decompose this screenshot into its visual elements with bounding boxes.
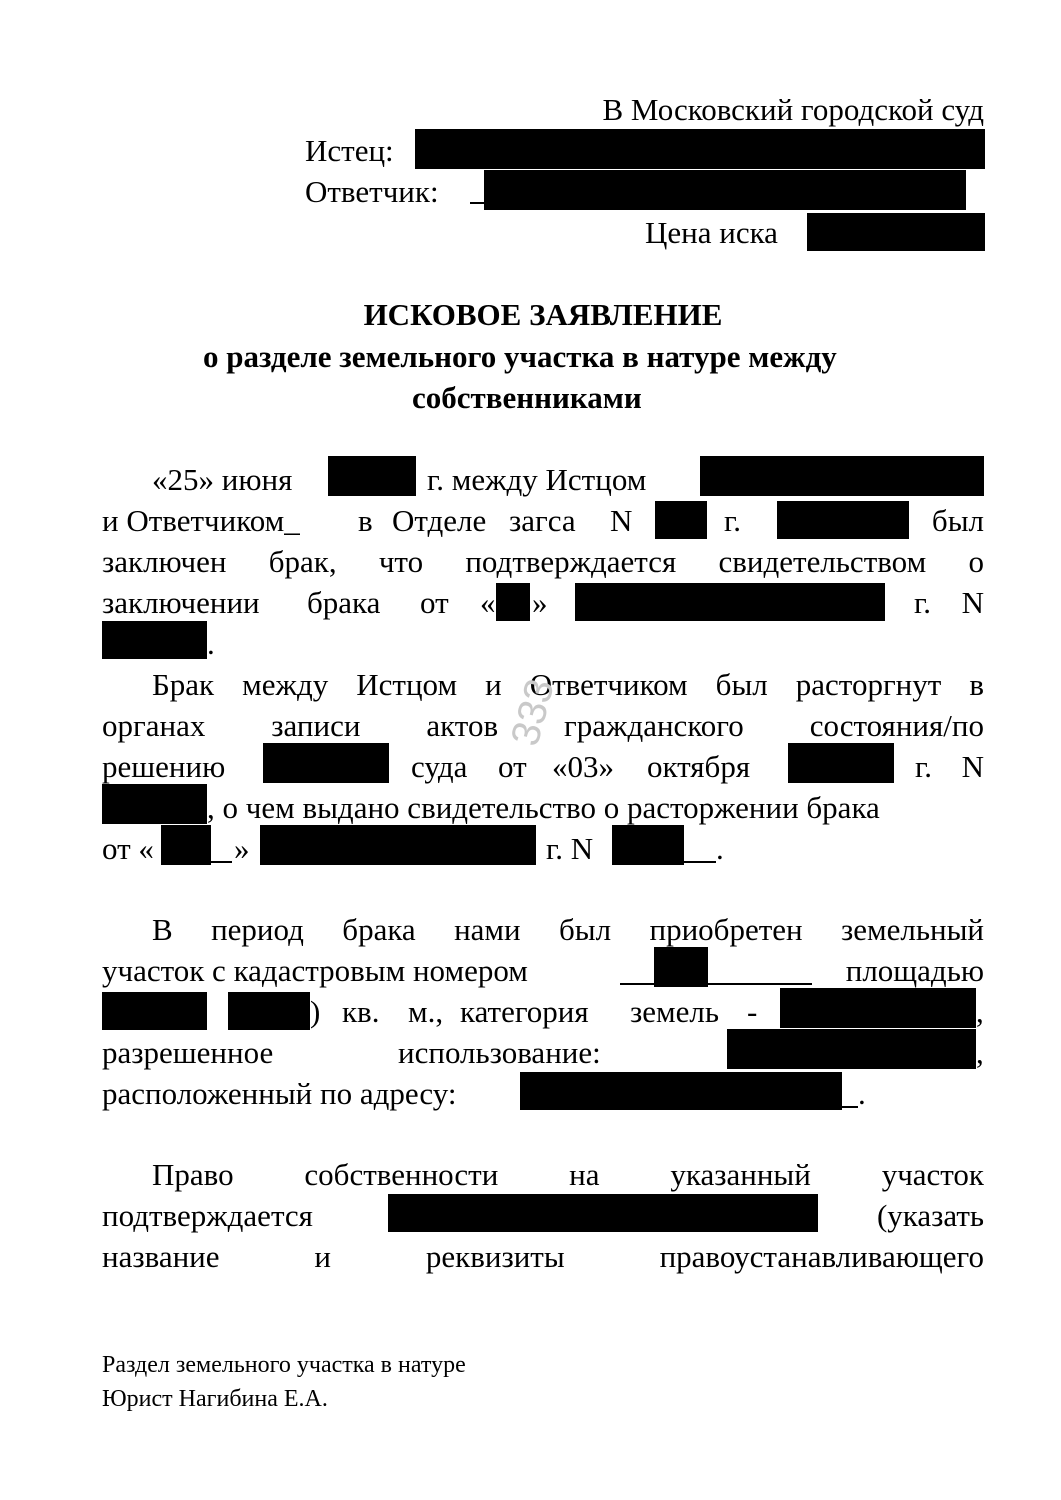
para2-word: гражданского [564, 708, 744, 743]
para2-word: N [961, 749, 984, 784]
underline-cadastral-left [620, 955, 654, 985]
para3-word: использование: [398, 1035, 601, 1070]
claim-price-label: Цена иска [645, 215, 778, 250]
para4-word: название [102, 1239, 220, 1274]
para2-word: г. [915, 749, 932, 784]
para1-word: подтверждается [465, 544, 677, 579]
para3-word: разрешенное [102, 1035, 274, 1070]
para2-text: , о чем выдано свидетельство о расторжении брака [207, 790, 880, 825]
para1-word: г. [724, 503, 741, 538]
underline-cadastral-right [708, 955, 812, 985]
para2-word: октября [647, 749, 751, 784]
underline-address [842, 1078, 858, 1108]
para2-word: органах [102, 708, 206, 743]
redaction-address [520, 1072, 842, 1110]
redaction-cert-month [260, 825, 536, 865]
para2-period: . [716, 831, 724, 866]
para4-word: правоустанавливающего [659, 1239, 984, 1274]
para1-word: Отделе [392, 503, 487, 538]
para3-word: ) [310, 994, 321, 1029]
para1-word: о [968, 544, 984, 579]
title-line-3: собственниками [412, 380, 642, 415]
para1-period: . [207, 626, 215, 661]
para4-word: подтверждается [102, 1198, 313, 1233]
para4-word: собственности [304, 1157, 499, 1192]
para3-word: был [559, 912, 612, 947]
para2-word: Брак [152, 667, 215, 702]
redaction-divorce-year [788, 743, 894, 783]
para1-word: от [420, 585, 449, 620]
para4-word: Право [152, 1157, 234, 1192]
redaction-court-name [263, 743, 389, 783]
redaction-claim-price [807, 213, 985, 251]
para2-word: » [234, 831, 250, 866]
para2-word: Ответчиком [529, 667, 688, 702]
para1-word: заключении [102, 585, 260, 620]
title-line-2: о разделе земельного участка в натуре между [203, 339, 837, 374]
para3-word: брака [342, 912, 416, 947]
para2-word: записи [271, 708, 361, 743]
para3-comma: , [976, 1035, 984, 1070]
para3-word: земель [630, 994, 719, 1029]
para3-word: категория [460, 994, 589, 1029]
para2-word: между [242, 667, 329, 702]
underline-cert-number [684, 833, 716, 863]
redaction-year [328, 456, 416, 496]
para1-defendant: и Ответчиком_ [102, 503, 300, 538]
para1-word: N [610, 503, 633, 538]
para1-word: » [532, 585, 548, 620]
para1-word: загса [509, 503, 576, 538]
underline-cert-day [211, 833, 232, 863]
redaction-area [102, 992, 207, 1030]
para3-comma: , [976, 994, 984, 1029]
redaction-zags-number [655, 501, 707, 539]
para1-word: что [378, 544, 424, 579]
defendant-label: Ответчик: [305, 174, 439, 209]
para3-word: площадью [845, 953, 984, 988]
para4-line3 [102, 1237, 984, 1277]
para3-word: нами [454, 912, 521, 947]
para3-word: - [747, 994, 758, 1029]
para4-word: и [314, 1239, 332, 1274]
para4-word: участок [881, 1157, 984, 1192]
para3-word: приобретен [649, 912, 803, 947]
para1-word: брак, [268, 544, 337, 579]
para4-word: указанный [670, 1157, 811, 1192]
para2-word: в [969, 667, 984, 702]
para2-word: от [498, 749, 527, 784]
para2-word: расторгнут [795, 667, 942, 702]
para1-date: «25» июня [152, 462, 293, 497]
redaction-month [575, 583, 885, 621]
para1-word: N [961, 585, 984, 620]
redaction-certificate-number [102, 621, 207, 659]
para1-line3 [102, 542, 984, 582]
para2-word: и [485, 667, 502, 702]
title-line-1: ИСКОВОЕ ЗАЯВЛЕНИЕ [363, 297, 723, 332]
para4-line1 [152, 1155, 984, 1195]
para3-word: м., [408, 994, 444, 1029]
watermark: 333 [503, 674, 563, 751]
para3-text: участок с кадастровым номером [102, 953, 528, 988]
redaction-decision-number [102, 784, 207, 824]
para1-word: « [480, 585, 496, 620]
court-addressee: В Московский городской суд [602, 92, 984, 127]
para2-word: состояния/по [809, 708, 984, 743]
footer-title: Раздел земельного участка в натуре [102, 1352, 466, 1378]
para4-word: реквизиты [425, 1239, 565, 1274]
para1-word: брака [307, 585, 381, 620]
para2-word: актов [426, 708, 499, 743]
para3-word: кв. [342, 994, 380, 1029]
para4-word: (указать [876, 1198, 984, 1233]
redaction-day [496, 583, 530, 621]
redaction-permitted-use [727, 1029, 976, 1069]
para3-period: . [858, 1076, 866, 1111]
para2-word: Истцом [356, 667, 458, 702]
underline-defendant [470, 174, 484, 204]
para3-word: В [152, 912, 173, 947]
para2-word: решению [102, 749, 226, 784]
para1-word: в [358, 503, 373, 538]
redaction-cert-day [161, 825, 211, 865]
redaction-city [777, 501, 909, 539]
para3-text: расположенный по адресу: [102, 1076, 457, 1111]
para2-word: г. N [546, 831, 594, 866]
para1-word: был [931, 503, 984, 538]
redaction-plaintiff-name [700, 456, 984, 496]
para3-line1 [152, 910, 984, 950]
redaction-area-words [228, 992, 310, 1030]
redaction-defendant [484, 170, 966, 210]
para1-between: г. между Истцом [427, 462, 647, 497]
redaction-land-category [780, 988, 976, 1028]
para2-word: был [715, 667, 768, 702]
para3-word: период [211, 912, 304, 947]
para2-line1 [152, 665, 984, 705]
redaction-title-document [388, 1194, 818, 1232]
para1-word: свидетельством [718, 544, 927, 579]
footer-author: Юрист Нагибина Е.А. [102, 1386, 328, 1412]
redaction-cadastral-number [654, 947, 708, 987]
para4-word: на [569, 1157, 600, 1192]
para2-word: суда [411, 749, 468, 784]
para3-word: земельный [841, 912, 984, 947]
plaintiff-label: Истец: [305, 133, 394, 168]
para1-word: заключен [102, 544, 227, 579]
para1-word: г. [914, 585, 931, 620]
para2-word: «03» [552, 749, 614, 784]
redaction-plaintiff [415, 129, 985, 169]
para2-word: от « [102, 831, 154, 866]
redaction-cert-number [612, 825, 684, 865]
